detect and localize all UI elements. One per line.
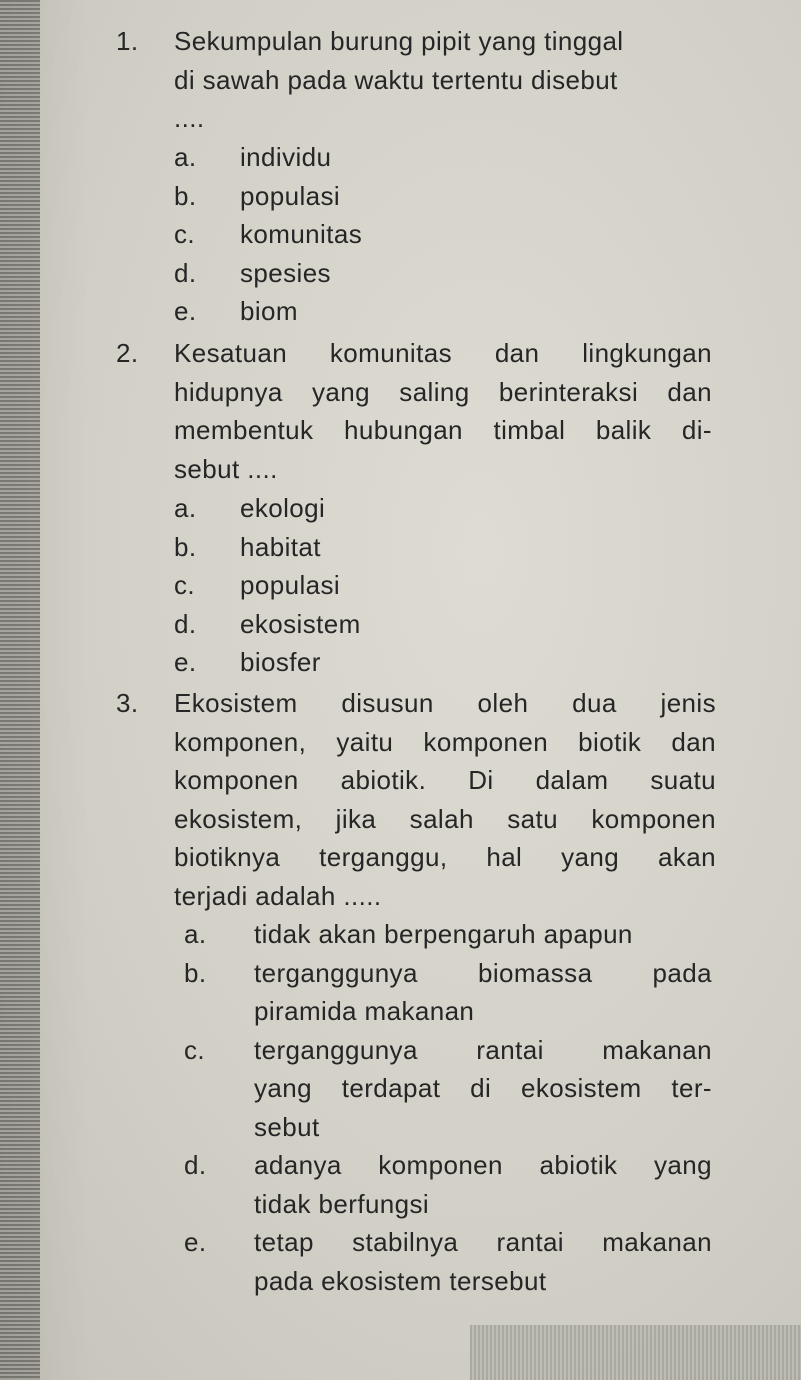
option-3c xyxy=(184,1031,724,1147)
option-2a xyxy=(174,489,325,528)
option-label: b. xyxy=(174,180,197,211)
option-text-line: terganggunya biomassa pada xyxy=(254,957,712,988)
option-text-line: terganggunya rantai makanan xyxy=(254,1034,712,1065)
question-3 xyxy=(116,684,716,915)
option-label: a. xyxy=(174,142,197,172)
option-text: ekologi xyxy=(240,493,326,523)
option-2c xyxy=(174,566,340,605)
page-binding-edge xyxy=(0,0,40,1380)
option-text: ekosistem xyxy=(240,608,361,639)
option-label: d. xyxy=(174,608,197,639)
option-text: tidak akan berpengaruh apapun xyxy=(254,919,633,949)
question-2 xyxy=(116,334,712,488)
option-text-line: pada ekosistem tersebut xyxy=(254,1265,547,1296)
question-text-line: Kesatuan komunitas dan lingkungan xyxy=(174,338,712,368)
question-text-line: Ekosistem disusun oleh dua jenis xyxy=(174,688,716,718)
option-text: biosfer xyxy=(240,647,321,677)
option-text-line: tetap stabilnya rantai makanan xyxy=(254,1227,712,1257)
option-label: b. xyxy=(174,531,197,562)
option-label: c. xyxy=(184,1034,206,1065)
question-text-line: ekosistem, jika salah satu komponen xyxy=(174,803,716,834)
option-label: c. xyxy=(174,570,196,600)
option-label: e. xyxy=(174,296,197,326)
option-text: populasi xyxy=(240,570,341,600)
question-text-line: sebut .... xyxy=(174,453,278,484)
option-1d xyxy=(174,254,331,293)
option-label: d. xyxy=(184,1150,207,1180)
option-2b xyxy=(174,528,321,567)
option-label: b. xyxy=(184,957,207,988)
question-number: 2. xyxy=(116,338,139,368)
option-1e xyxy=(174,292,298,331)
option-label: a. xyxy=(184,919,207,949)
option-text: habitat xyxy=(240,531,321,562)
option-text: komunitas xyxy=(240,219,363,249)
question-text-line: hidupnya yang saling berinteraksi dan xyxy=(174,376,712,407)
option-label: e. xyxy=(174,647,197,677)
question-text-line: .... xyxy=(174,103,205,133)
option-3b xyxy=(184,954,724,1031)
option-text: populasi xyxy=(240,180,341,211)
question-text-line: biotiknya terganggu, hal yang akan xyxy=(174,842,716,872)
option-2d xyxy=(174,605,361,644)
option-label: a. xyxy=(174,493,197,523)
question-number: 1. xyxy=(116,26,139,56)
question-text-line: membentuk hubungan timbal balik di- xyxy=(174,415,712,445)
option-2e xyxy=(174,643,321,682)
option-text-line: tidak berfungsi xyxy=(254,1188,430,1219)
option-3d xyxy=(184,1146,724,1223)
option-1c xyxy=(174,215,362,254)
question-text-line: terjadi adalah ..... xyxy=(174,880,382,911)
option-label: c. xyxy=(174,219,196,249)
question-text-line: Sekumpulan burung pipit yang tinggal xyxy=(174,26,624,56)
option-1b xyxy=(174,177,340,216)
question-text-line: di sawah pada waktu tertentu disebut xyxy=(174,64,618,95)
option-text-line: sebut xyxy=(254,1111,320,1142)
page-corner-shadow xyxy=(470,1325,801,1380)
option-label: e. xyxy=(184,1227,207,1257)
question-text-line: komponen, yaitu komponen biotik dan xyxy=(174,726,716,757)
option-text: biom xyxy=(240,296,298,326)
option-text: spesies xyxy=(240,257,331,288)
option-text: individu xyxy=(240,142,332,172)
option-3a xyxy=(184,915,633,954)
option-text-line: yang terdapat di ekosistem ter- xyxy=(254,1073,712,1103)
option-label: d. xyxy=(174,257,197,288)
question-number: 3. xyxy=(116,688,139,718)
question-1 xyxy=(116,22,714,138)
option-text-line: piramida makanan xyxy=(254,996,475,1026)
question-text-line: komponen abiotik. Di dalam suatu xyxy=(174,765,716,795)
option-1a xyxy=(174,138,331,177)
option-3e xyxy=(184,1223,724,1300)
option-text-line: adanya komponen abiotik yang xyxy=(254,1150,712,1180)
